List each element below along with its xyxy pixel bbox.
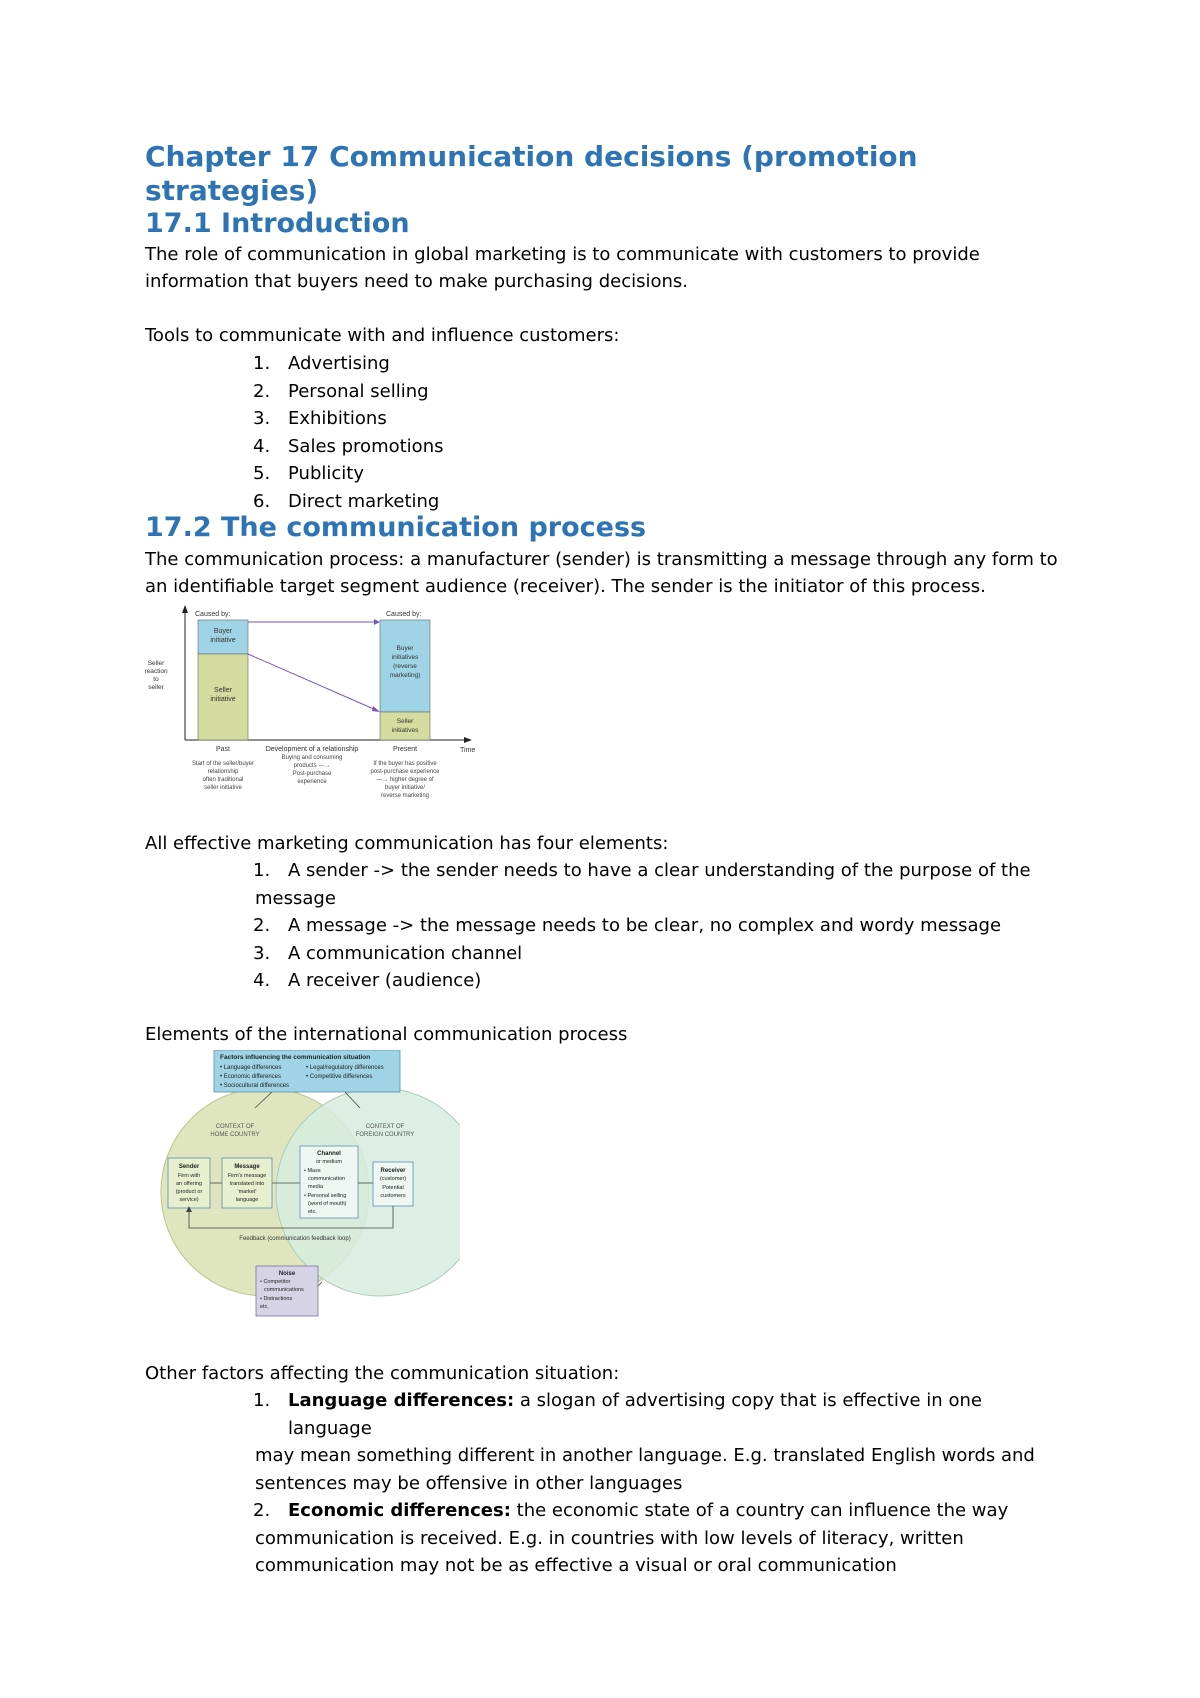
list-number: 2. <box>253 915 271 936</box>
list-item <box>145 488 1045 516</box>
factors-item: • Legal/regulatory differences <box>306 1065 384 1071</box>
list-item <box>145 350 1045 378</box>
intro-paragraph-line-1: The role of communication in global marketing is to communicate with customers to provide <box>145 244 980 265</box>
factors-item: • Competitive differences <box>306 1074 373 1080</box>
noise-label: • Competitor <box>260 1279 291 1285</box>
list-number: 1. <box>253 1390 271 1411</box>
past-description: relationship <box>207 769 239 775</box>
message-label: 'market' <box>237 1189 257 1195</box>
sender-label: Sender <box>178 1164 200 1170</box>
list-item-continuation <box>145 1442 1045 1470</box>
list-text: Direct marketing <box>288 490 440 512</box>
factors-item: • Economic differences <box>220 1074 282 1080</box>
channel-label: • Personal selling <box>304 1193 347 1199</box>
chapter-title: Chapter 17 Communication decisions (promotion strategies) <box>145 140 918 207</box>
sender-label: an offering <box>176 1181 202 1187</box>
development-description: Buying and consuming <box>281 755 343 761</box>
buyer-right-label: Buyer <box>396 645 414 652</box>
message-label: Message <box>234 1164 260 1170</box>
y-axis-arrow <box>182 605 188 613</box>
channel-label: etc. <box>308 1209 317 1215</box>
list-item <box>145 433 1045 461</box>
factors-item: • Sociocultural differences <box>220 1083 290 1089</box>
foreign-context-label: FOREIGN COUNTRY <box>355 1132 415 1138</box>
intro-paragraph-line-2: information that buyers need to make purchasing decisions. <box>145 271 688 292</box>
list-item <box>145 940 1045 968</box>
development-description: experience <box>297 779 327 785</box>
noise-label: etc. <box>260 1304 269 1310</box>
list-text: Publicity <box>288 463 364 484</box>
present-description: buyer initiative/ <box>384 785 426 791</box>
elements-intro: All effective marketing communication has four elements: <box>145 833 669 854</box>
section-heading-introduction: 17.1 Introduction <box>145 208 410 239</box>
present-description: If the buyer has positive <box>373 761 437 767</box>
receiver-label: customers <box>380 1193 406 1199</box>
list-item-continuation <box>145 1525 1045 1553</box>
buyer-right-label: marketing) <box>389 672 421 679</box>
buyer-initiative-label: Buyer <box>213 628 233 635</box>
seller-right-label: Seller <box>396 718 414 725</box>
list-text: message <box>255 887 336 909</box>
list-text: Sales promotions <box>288 435 444 457</box>
list-item-continuation <box>145 885 1045 913</box>
noise-label: • Distractions <box>260 1296 293 1302</box>
list-text: a slogan of advertising copy that is effective in one language <box>288 1390 982 1439</box>
list-item-continuation <box>145 1470 1045 1498</box>
process-paragraph-line-2: an identifiable target segment audience (receiver). The sender is the initiator of this process. <box>145 576 986 597</box>
list-number: 1. <box>253 353 271 374</box>
international-communication-figure <box>160 1050 460 1320</box>
receiver-label: Receiver <box>380 1168 406 1174</box>
list-item <box>145 460 1045 488</box>
noise-label: communications <box>264 1287 304 1293</box>
development-description: Post-purchase <box>292 771 332 777</box>
channel-label: Channel <box>317 1151 341 1157</box>
buyer-right-label: (reverse <box>393 663 417 670</box>
figure2-caption: Elements of the international communication process <box>145 1024 628 1045</box>
seller-initiative-label: initiative <box>210 696 236 703</box>
y-axis-label: seller <box>148 684 164 691</box>
channel-label: communication <box>308 1176 345 1182</box>
list-item <box>145 1387 1045 1442</box>
list-term: Economic differences: <box>288 1500 511 1521</box>
list-number: 2. <box>253 1500 271 1521</box>
list-item <box>145 967 1045 995</box>
list-text: the economic state of a country can influence the way <box>510 1500 1009 1521</box>
past-description: Start of the seller/buyer <box>191 761 255 767</box>
foreign-context-label: CONTEXT OF <box>365 1124 405 1130</box>
arrowhead-icon <box>374 619 380 625</box>
message-label: language <box>235 1197 259 1203</box>
past-description: often traditional <box>202 777 244 783</box>
list-item <box>145 378 1045 406</box>
list-number: 3. <box>253 942 271 964</box>
list-item <box>145 1497 1045 1525</box>
list-text: may mean something different in another language. E.g. translated English words and <box>255 1445 1035 1466</box>
time-label: Time <box>460 747 476 754</box>
elements-list <box>145 857 1045 995</box>
relationship-development-figure <box>140 605 485 810</box>
list-number: 5. <box>253 463 271 484</box>
seller-trend-line <box>248 654 376 710</box>
list-text: Exhibitions <box>288 408 387 429</box>
y-axis-label: reaction <box>144 668 168 675</box>
seller-initiative-box-present <box>380 712 430 740</box>
factors-title: Factors influencing the communication situation <box>220 1054 371 1061</box>
list-term: Language differences: <box>288 1390 515 1411</box>
other-factors-list <box>145 1387 1045 1580</box>
list-number: 3. <box>253 408 271 429</box>
caused-by-left: Caused by: <box>195 611 231 618</box>
list-number: 1. <box>253 860 271 881</box>
caused-by-right: Caused by: <box>386 611 422 618</box>
home-context-label: CONTEXT OF <box>215 1124 255 1130</box>
list-number: 4. <box>253 970 271 991</box>
list-item <box>145 857 1045 885</box>
list-text: A communication channel <box>288 942 523 964</box>
present-description: ---→ higher degree of <box>376 777 434 783</box>
past-label: Past <box>215 746 231 753</box>
list-number: 2. <box>253 380 271 402</box>
buyer-right-label: initiatives <box>391 654 419 661</box>
channel-label: media <box>308 1184 323 1190</box>
list-text: A receiver (audience) <box>288 970 482 991</box>
list-text: sentences may be offensive in other languages <box>255 1472 683 1494</box>
channel-label: (word of mouth) <box>308 1201 347 1207</box>
receiver-label: (customer) <box>379 1176 407 1182</box>
home-context-label: HOME COUNTRY <box>210 1132 260 1138</box>
list-text: Personal selling <box>288 380 429 402</box>
receiver-label: Potential <box>382 1185 404 1191</box>
list-item-continuation <box>145 1552 1045 1580</box>
present-label: Present <box>392 746 418 753</box>
factors-item: • Language differences <box>220 1065 282 1071</box>
development-description: products ---→ <box>293 763 331 769</box>
channel-label: or medium <box>316 1159 342 1165</box>
sender-label: service) <box>179 1197 199 1203</box>
present-description: post-purchase experience <box>370 769 440 775</box>
other-factors-intro: Other factors affecting the communication situation: <box>145 1363 620 1384</box>
seller-initiative-label: Seller <box>214 687 232 694</box>
feedback-label: Feedback (communication feedback loop) <box>239 1236 351 1242</box>
message-label: translated into <box>229 1181 265 1187</box>
list-text: A message -> the message needs to be clear, no complex and wordy message <box>288 915 1002 936</box>
process-paragraph-line-1: The communication process: a manufacturer (sender) is transmitting a message through any form to <box>145 549 1058 570</box>
seller-right-label: initiatives <box>391 727 419 734</box>
channel-label: • Mass <box>304 1168 321 1174</box>
list-text: A sender -> the sender needs to have a clear understanding of the purpose of the <box>288 860 1031 881</box>
list-text: communication may not be as effective a visual or oral communication <box>255 1555 897 1576</box>
noise-label: Noise <box>278 1271 296 1277</box>
list-number: 4. <box>253 435 271 457</box>
section-heading-communication-process: 17.2 The communication process <box>145 512 647 543</box>
y-axis-label: to <box>153 676 159 683</box>
sender-label: Firm with <box>177 1173 201 1179</box>
list-number: 6. <box>253 490 271 512</box>
present-description: reverse marketing <box>380 793 430 799</box>
sender-label: (product or <box>175 1189 203 1195</box>
buyer-initiative-label: initiative <box>210 637 236 644</box>
tools-intro: Tools to communicate with and influence customers: <box>145 325 620 346</box>
list-text: Advertising <box>288 353 390 374</box>
list-item <box>145 912 1045 940</box>
message-label: Firm's message <box>227 1173 267 1179</box>
list-item <box>145 405 1045 433</box>
tools-list <box>145 350 1045 515</box>
y-axis-label: Seller <box>147 660 165 667</box>
list-text: communication is received. E.g. in countries with low levels of literacy, written <box>255 1527 964 1549</box>
x-axis-arrow <box>464 737 472 743</box>
development-label: Development of a relationship <box>265 746 359 753</box>
past-description: seller initiative <box>204 785 242 791</box>
arrowhead-icon <box>372 706 380 712</box>
